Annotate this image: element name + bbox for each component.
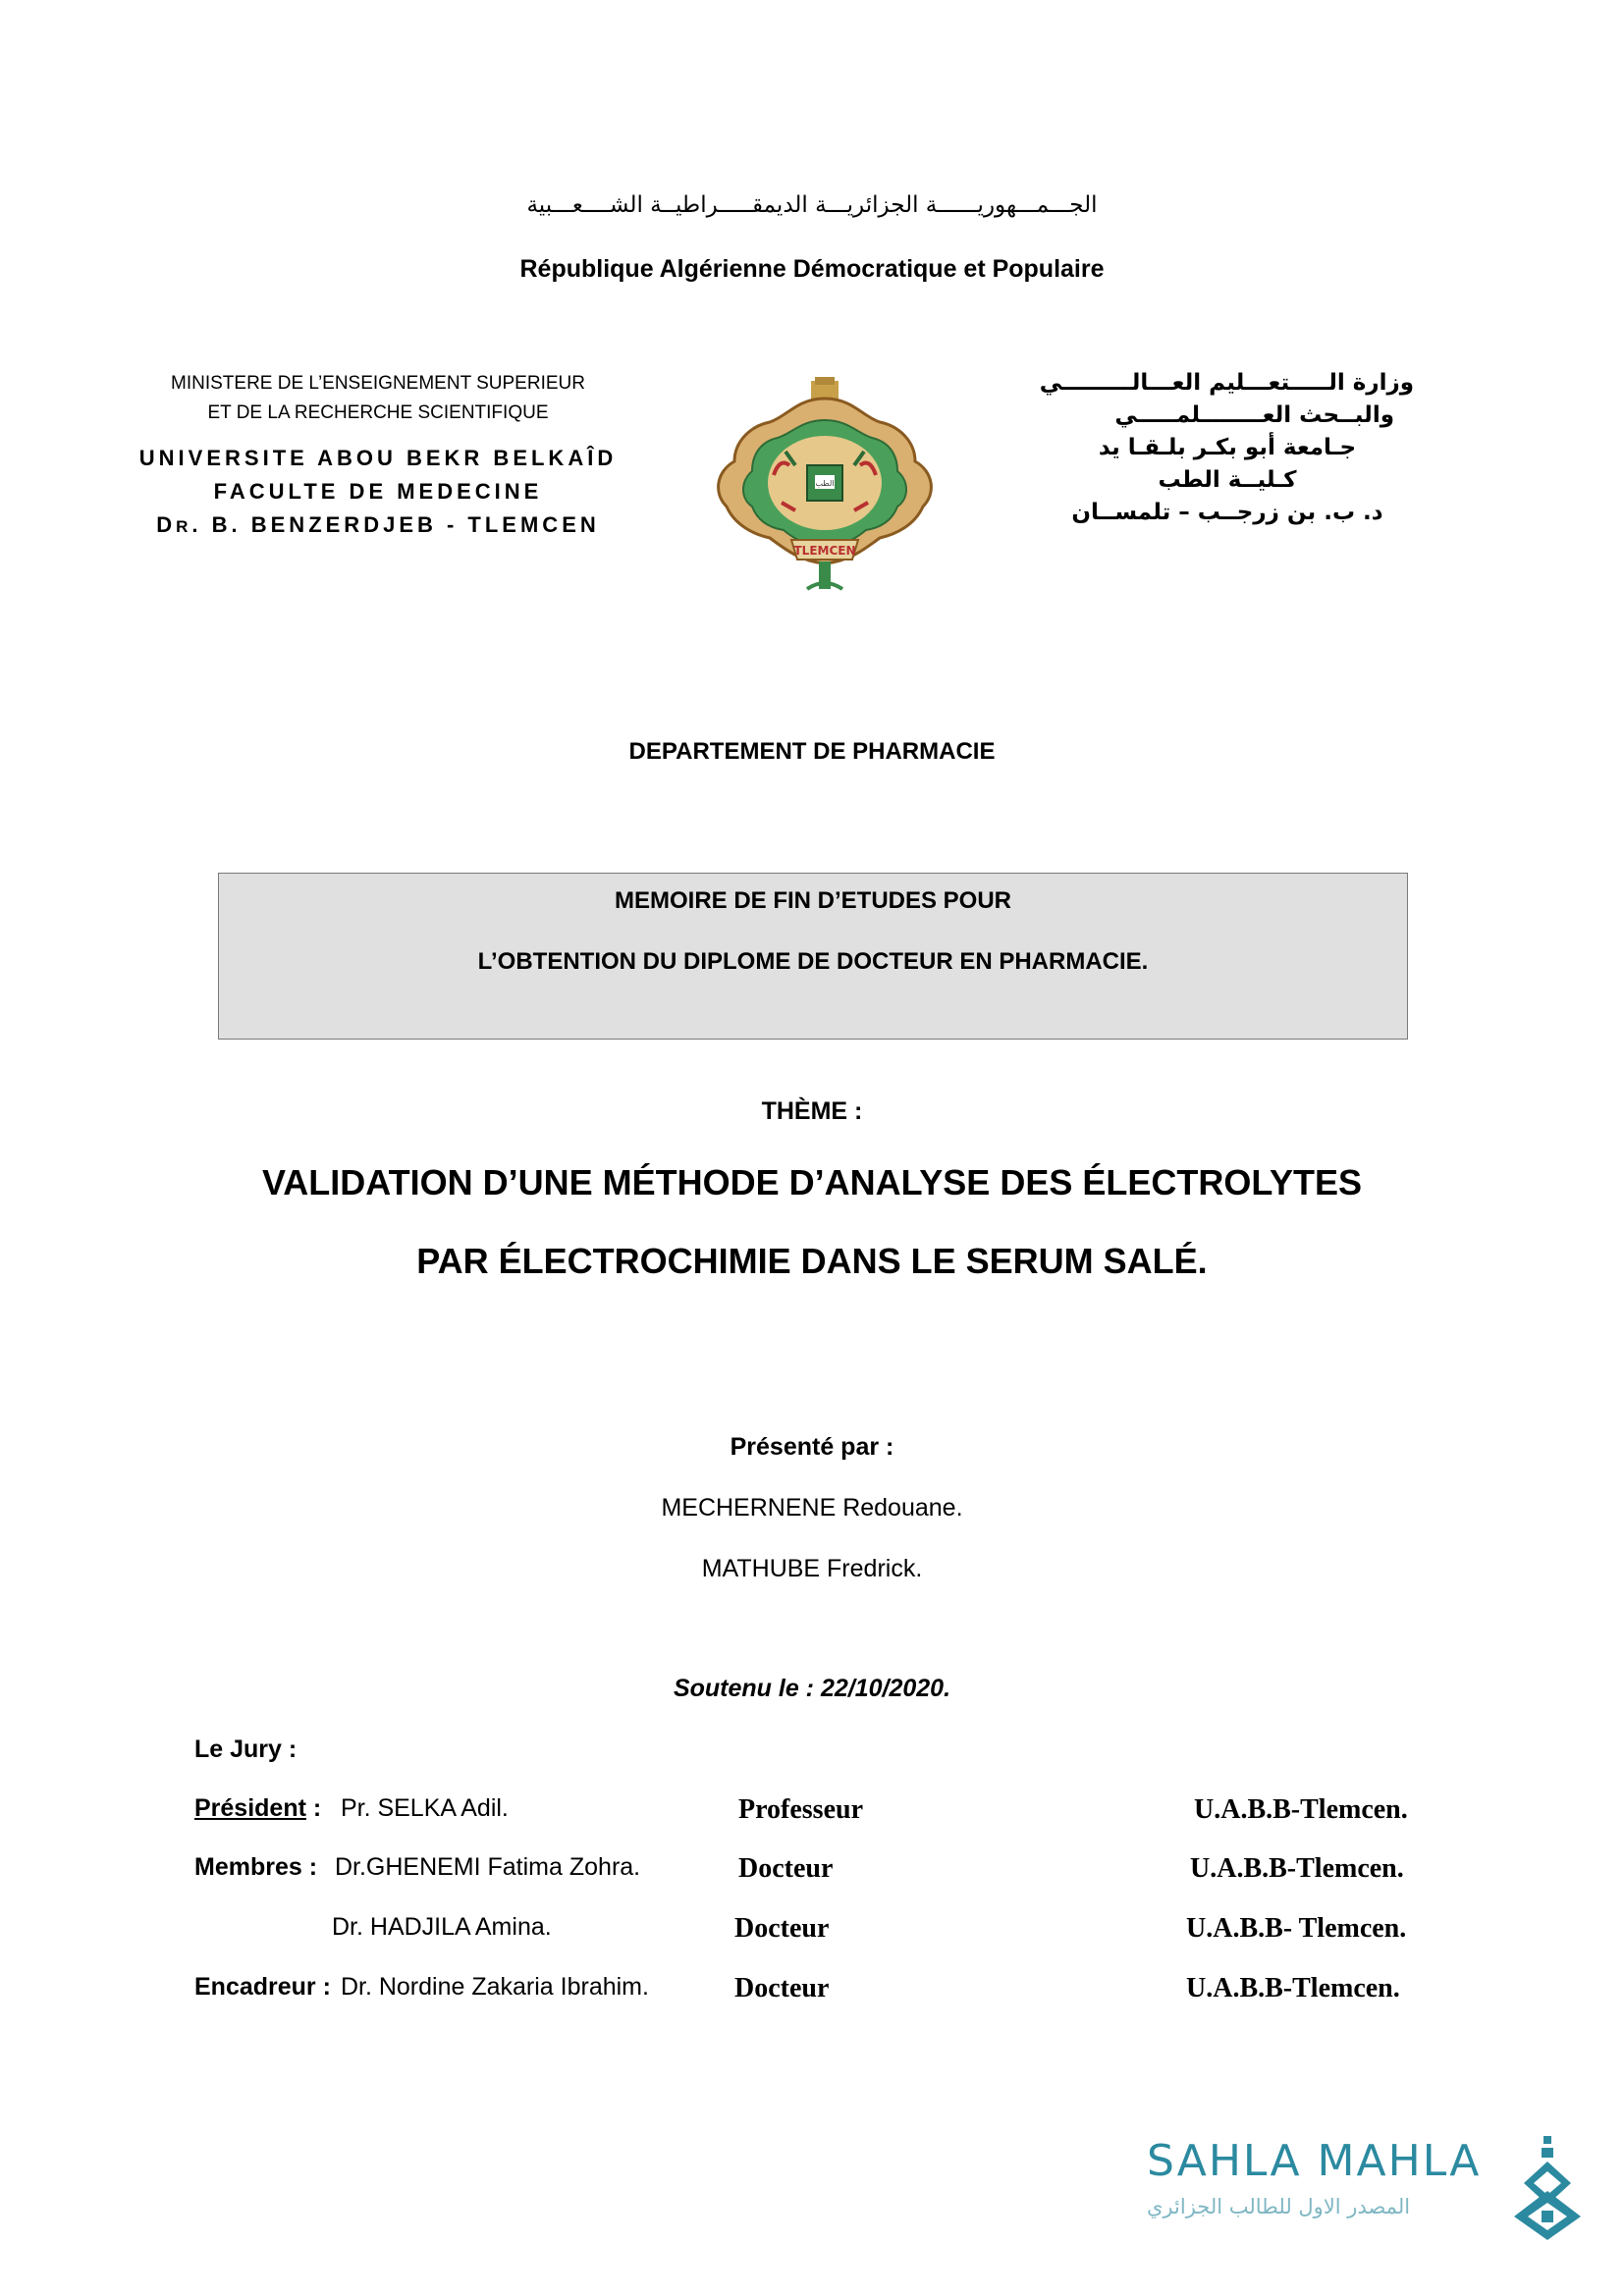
arabic-institution-block: [1021, 367, 1434, 529]
thesis-title-line-1: VALIDATION D’UNE MÉTHODE D’ANALYSE DES ÉLECTROLYTES: [261, 1162, 1363, 1202]
ministry-block: [137, 369, 619, 544]
jury-institution: U.A.B.B-Tlemcen.: [1190, 1853, 1404, 1884]
jury-row: [0, 1973, 1624, 2012]
jury-institution: U.A.B.B- Tlemcen.: [1186, 1913, 1407, 1944]
jury-title: Le Jury :: [194, 1735, 298, 1763]
jury-role: Encadreur :: [194, 1973, 331, 2001]
arabic-ministry-line-2: والبــحث العــــــــلمـــــي: [1114, 402, 1394, 428]
university-name: UNIVERSITE ABOU BEKR BELKAÎD: [138, 446, 618, 470]
watermark-tagline: المصدر الاول للطالب الجزائري: [1147, 2195, 1411, 2218]
jury-member-name: Pr. SELKA Adil.: [334, 1794, 509, 1822]
jury-role: Membres :: [194, 1853, 318, 1881]
jury-grade: Docteur: [734, 1973, 830, 2003]
arabic-university: جـامعة أبو بكـر بلـقـا يد: [1098, 435, 1357, 460]
memoir-line-2: L’OBTENTION DU DIPLOME DE DOCTEUR EN PHARMACIE.: [477, 948, 1149, 975]
jury-role: Président :: [194, 1794, 322, 1822]
arabic-doctor: د. ب. بن زرجــب – تلمســان: [1071, 500, 1383, 525]
watermark-brand: SAHLA MAHLA: [1147, 2136, 1482, 2186]
jury-member-name: Dr.GHENEMI Fatima Zohra.: [328, 1853, 641, 1881]
author-name: MATHUBE Fredrick.: [701, 1555, 923, 1582]
defense-date: Soutenu le : 22/10/2020.: [673, 1675, 951, 1702]
svg-text:TLEMCEN: TLEMCEN: [793, 544, 856, 558]
presented-by-label: Présenté par :: [730, 1433, 894, 1461]
thesis-title-line-2: PAR ÉLECTROCHIMIE DANS LE SERUM SALÉ.: [416, 1241, 1208, 1281]
jury-row: [0, 1913, 1624, 1952]
ministry-line-1: MINISTERE DE L’ENSEIGNEMENT SUPERIEUR: [171, 373, 585, 394]
doctor-name: DR. B. BENZERDJEB - TLEMCEN: [156, 512, 600, 537]
arabic-ministry-line-1: وزارة الـــــتعـــليم العـــالـــــــــي: [1039, 370, 1414, 396]
sahla-mahla-watermark: [1139, 2136, 1591, 2244]
memoir-box: [218, 873, 1408, 1040]
department-title: DEPARTEMENT DE PHARMACIE: [628, 738, 996, 765]
theme-label: THÈME :: [761, 1097, 863, 1125]
svg-text:الطب: الطب: [815, 479, 835, 488]
jury-member-name: Dr. HADJILA Amina.: [332, 1913, 552, 1941]
arabic-republic-title: الجـــمـــهوريــــــة الجزائريـــة الديمقـــــراطيــة الشــــعـــبية: [526, 192, 1098, 218]
jury-member-name: Dr. Nordine Zakaria Ibrahim.: [334, 1973, 649, 2001]
jury-grade: Docteur: [738, 1853, 834, 1884]
jury-row: [0, 1794, 1624, 1834]
jury-row: [0, 1853, 1624, 1893]
jury-institution: U.A.B.B-Tlemcen.: [1194, 1794, 1408, 1825]
republic-title: République Algérienne Démocratique et Populaire: [519, 255, 1105, 283]
sahla-mahla-logo-icon: [1512, 2136, 1587, 2242]
faculty-name: FACULTE DE MEDECINE: [213, 479, 543, 504]
memoir-line-1: MEMOIRE DE FIN D’ETUDES POUR: [614, 887, 1012, 914]
jury-grade: Professeur: [738, 1794, 863, 1825]
author-name: MECHERNENE Redouane.: [661, 1494, 963, 1522]
jury-institution: U.A.B.B-Tlemcen.: [1186, 1973, 1400, 2003]
arabic-faculty: كـليــة الطب: [1158, 467, 1297, 493]
university-emblem-icon: [705, 377, 945, 603]
jury-grade: Docteur: [734, 1913, 830, 1944]
ministry-line-2: ET DE LA RECHERCHE SCIENTIFIQUE: [207, 402, 549, 423]
